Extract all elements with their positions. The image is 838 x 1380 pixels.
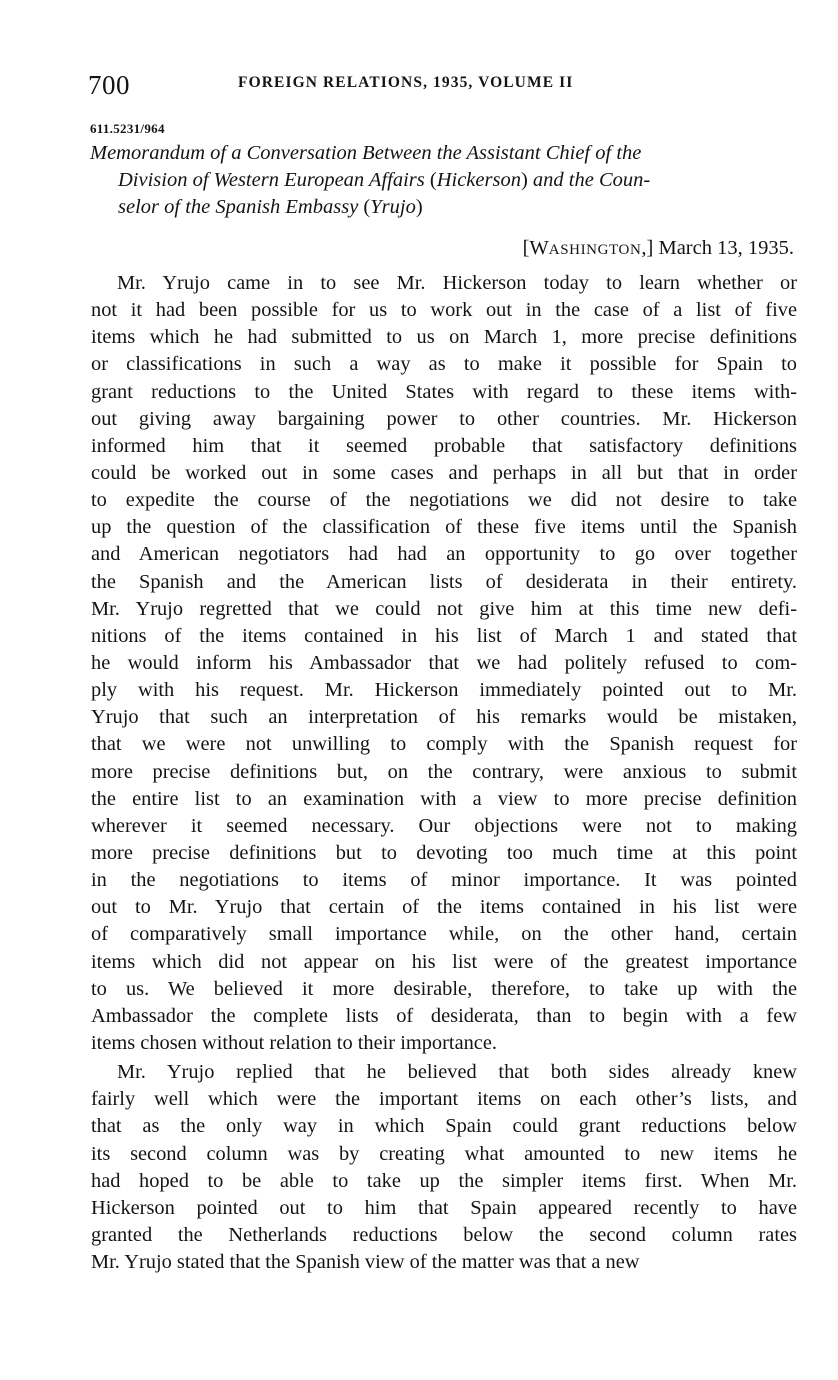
- text-line: out giving away bargaining power to other countries. Mr. Hickerson: [91, 407, 797, 430]
- text-line: Mr. Yrujo stated that the Spanish view of the matter was that a new: [91, 1251, 640, 1274]
- text-line: Yrujo that such an interpretation of his remarks would be mistaken,: [91, 706, 797, 729]
- title-line: Division of Western European Affairs (Hickerson) and the Coun-: [118, 169, 651, 191]
- body-paragraph: [91, 270, 797, 1057]
- text-line: in the negotiations to items of minor importance. It was pointed: [91, 869, 797, 892]
- text-line: and American negotiators had had an opportunity to go over together: [91, 543, 797, 566]
- text-line: wherever it seemed necessary. Our objections were not to making: [91, 814, 797, 837]
- text-line: items which he had submitted to us on March 1, more precise definitions: [91, 326, 797, 349]
- text-line: that we were not unwilling to comply with the Spanish request for: [91, 733, 797, 756]
- file-number: 611.5231/964: [90, 121, 165, 136]
- text-line: he would inform his Ambassador that we had politely refused to com-: [91, 651, 797, 674]
- memorandum-title: [90, 140, 795, 221]
- running-head: FOREIGN RELATIONS, 1935, VOLUME II: [238, 74, 574, 91]
- text-line: that as the only way in which Spain could grant reductions below: [91, 1115, 797, 1138]
- text-line: to us. We believed it more desirable, therefore, to take up with the: [91, 977, 797, 1000]
- text-line: Ambassador the complete lists of desiderata, than to begin with a few: [91, 1004, 797, 1027]
- body-paragraph: [91, 1059, 797, 1276]
- text-line: could be worked out in some cases and perhaps in all but that in order: [91, 461, 797, 484]
- text-line: grant reductions to the United States with regard to these items with-: [91, 380, 797, 403]
- text-line: Mr. Yrujo replied that he believed that both sides already knew: [117, 1061, 797, 1084]
- text-line: out to Mr. Yrujo that certain of the items contained in his list were: [91, 896, 797, 919]
- text-line: of comparatively small importance while, on the other hand, certain: [91, 923, 797, 946]
- text-line: ply with his request. Mr. Hickerson immediately pointed out to Mr.: [91, 679, 797, 702]
- dateline-place: [WASHINGTON,]: [522, 237, 659, 259]
- text-line: items which did not appear on his list were of the greatest importance: [91, 950, 797, 973]
- text-line: to expedite the course of the negotiations we did not desire to take: [91, 489, 797, 512]
- text-line: Mr. Yrujo came in to see Mr. Hickerson today to learn whether or: [117, 272, 797, 294]
- text-line: informed him that it seemed probable that satisfactory definitions: [91, 434, 797, 457]
- text-line: up the question of the classification of these five items until the Spanish: [91, 516, 797, 539]
- text-line: its second column was by creating what amounted to new items he: [91, 1142, 797, 1165]
- text-line: or classifications in such a way as to make it possible for Spain to: [91, 353, 797, 376]
- text-line: not it had been possible for us to work out in the case of a list of five: [91, 299, 797, 322]
- text-line: more precise definitions but to devoting too much time at this point: [91, 841, 797, 864]
- dateline-date: March 13, 1935.: [658, 237, 794, 259]
- text-line: had hoped to be able to take up the simpler items first. When Mr.: [91, 1169, 797, 1192]
- text-line: items chosen without relation to their importance.: [91, 1031, 498, 1054]
- dateline: [523, 237, 794, 260]
- text-line: the Spanish and the American lists of desiderata in their entirety.: [91, 570, 797, 593]
- title-line: Memorandum of a Conversation Between the Assistant Chief of the: [90, 142, 642, 164]
- page-number: 700: [88, 70, 130, 100]
- text-line: fairly well which were the important items on each other’s lists, and: [91, 1088, 797, 1111]
- text-line: the entire list to an examination with a view to more precise definition: [91, 787, 797, 810]
- text-line: nitions of the items contained in his list of March 1 and stated that: [91, 624, 797, 647]
- text-line: Mr. Yrujo regretted that we could not give him at this time new defi-: [91, 597, 797, 620]
- text-line: granted the Netherlands reductions below the second column rates: [91, 1223, 797, 1246]
- text-line: Hickerson pointed out to him that Spain appeared recently to have: [91, 1196, 797, 1219]
- memorandum-body: [91, 270, 797, 1276]
- text-line: more precise definitions but, on the contrary, were anxious to submit: [91, 760, 797, 783]
- page-header: [88, 70, 798, 106]
- title-line: selor of the Spanish Embassy (Yrujo): [118, 196, 423, 218]
